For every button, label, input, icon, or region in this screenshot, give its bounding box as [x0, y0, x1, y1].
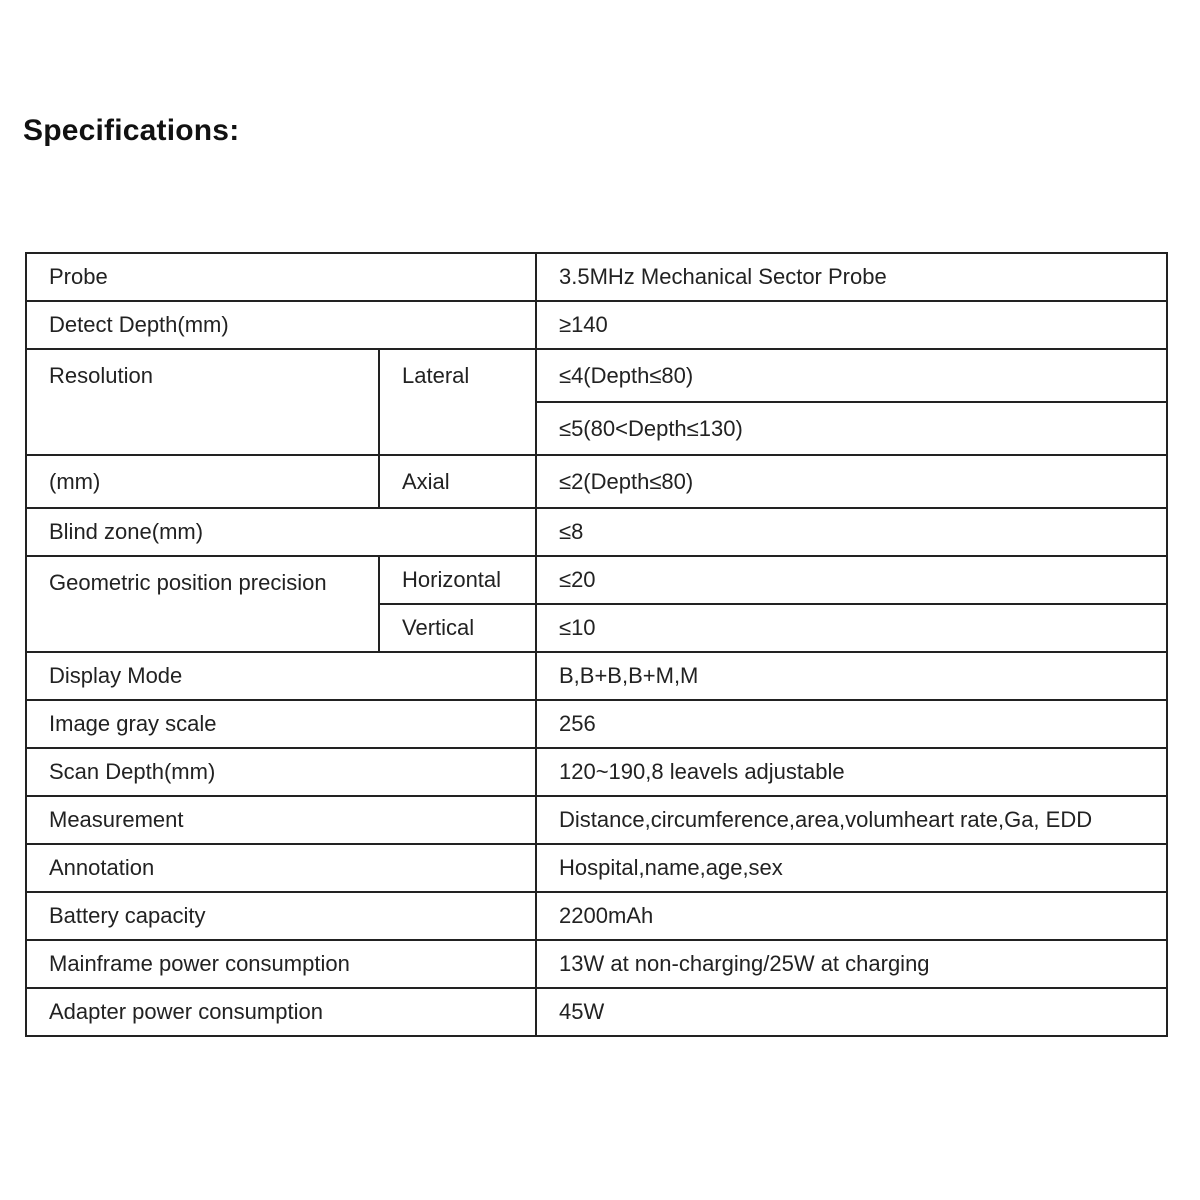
axial-value: ≤2(Depth≤80) — [536, 455, 1167, 508]
table-row-measurement — [26, 796, 1167, 844]
annotation-label: Annotation — [26, 844, 536, 892]
blind-zone-label: Blind zone(mm) — [26, 508, 536, 556]
table-row-geometric-horizontal — [26, 556, 1167, 604]
table-row-resolution-lateral-1 — [26, 349, 1167, 402]
table-row-battery — [26, 892, 1167, 940]
battery-label: Battery capacity — [26, 892, 536, 940]
lateral-label: Lateral — [379, 349, 536, 455]
specifications-table — [25, 252, 1168, 1037]
resolution-label: Resolution — [26, 349, 379, 455]
table-row-mainframe-power — [26, 940, 1167, 988]
table-row-detect-depth — [26, 301, 1167, 349]
scan-depth-label: Scan Depth(mm) — [26, 748, 536, 796]
probe-value: 3.5MHz Mechanical Sector Probe — [536, 253, 1167, 301]
measurement-label: Measurement — [26, 796, 536, 844]
lateral-value-1: ≤4(Depth≤80) — [536, 349, 1167, 402]
display-mode-label: Display Mode — [26, 652, 536, 700]
gray-scale-value: 256 — [536, 700, 1167, 748]
adapter-power-value: 45W — [536, 988, 1167, 1036]
table-row-annotation — [26, 844, 1167, 892]
measurement-value: Distance,circumference,area,volumheart rate,Ga, EDD — [536, 796, 1167, 844]
display-mode-value: B,B+B,B+M,M — [536, 652, 1167, 700]
blind-zone-value: ≤8 — [536, 508, 1167, 556]
table-row-display-mode — [26, 652, 1167, 700]
table-row-gray-scale — [26, 700, 1167, 748]
table-row-scan-depth — [26, 748, 1167, 796]
horizontal-label: Horizontal — [379, 556, 536, 604]
axial-label: Axial — [379, 455, 536, 508]
horizontal-value: ≤20 — [536, 556, 1167, 604]
table-row-adapter-power — [26, 988, 1167, 1036]
adapter-power-label: Adapter power consumption — [26, 988, 536, 1036]
detect-depth-value: ≥140 — [536, 301, 1167, 349]
vertical-value: ≤10 — [536, 604, 1167, 652]
detect-depth-label: Detect Depth(mm) — [26, 301, 536, 349]
geometric-label: Geometric position precision — [26, 556, 379, 652]
scan-depth-value: 120~190,8 leavels adjustable — [536, 748, 1167, 796]
resolution-unit-label: (mm) — [26, 455, 379, 508]
gray-scale-label: Image gray scale — [26, 700, 536, 748]
table-row-resolution-axial — [26, 455, 1167, 508]
battery-value: 2200mAh — [536, 892, 1167, 940]
lateral-value-2: ≤5(80<Depth≤130) — [536, 402, 1167, 455]
annotation-value: Hospital,name,age,sex — [536, 844, 1167, 892]
vertical-label: Vertical — [379, 604, 536, 652]
table-row-probe — [26, 253, 1167, 301]
mainframe-power-value: 13W at non-charging/25W at charging — [536, 940, 1167, 988]
table-row-blind-zone — [26, 508, 1167, 556]
page-title: Specifications: — [23, 114, 240, 147]
mainframe-power-label: Mainframe power consumption — [26, 940, 536, 988]
probe-label: Probe — [26, 253, 536, 301]
